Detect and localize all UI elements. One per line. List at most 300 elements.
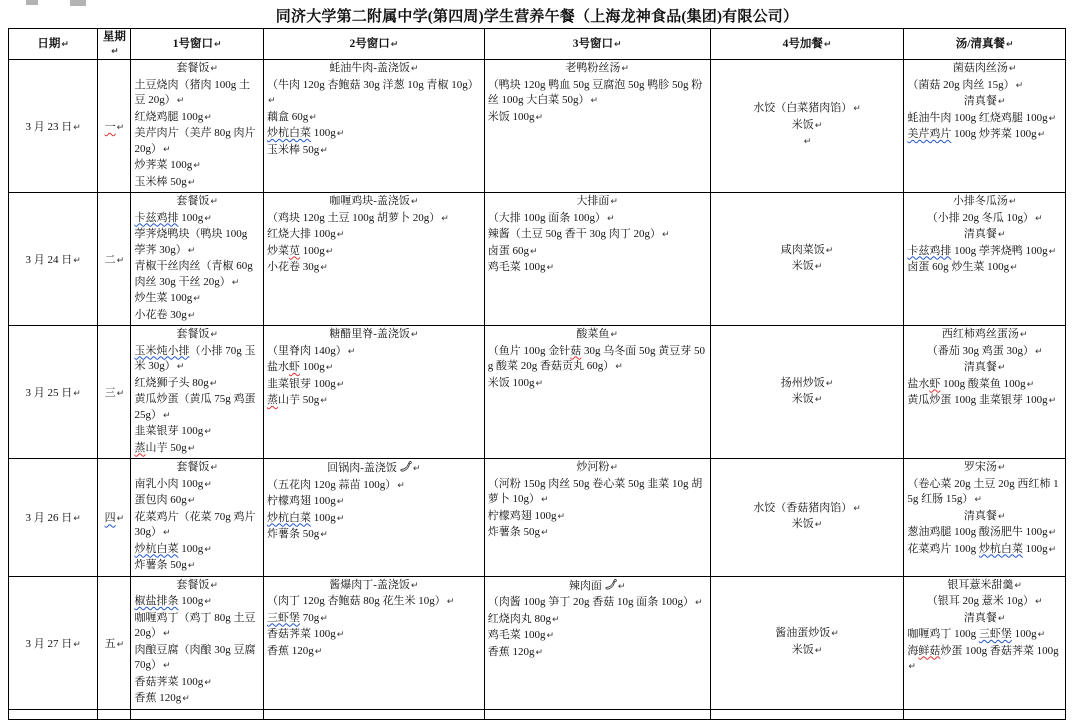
paragraph-return-icon: ↵ bbox=[441, 213, 449, 224]
date-label: 3 月 27 日 bbox=[25, 637, 73, 650]
menu-line bbox=[267, 61, 481, 78]
menu-text: 小花卷 30g bbox=[134, 308, 187, 321]
paragraph-return-icon: ↵ bbox=[204, 479, 212, 490]
menu-line bbox=[267, 360, 481, 377]
menu-text: 套餐饭 bbox=[176, 461, 210, 473]
paragraph-return-icon: ↵ bbox=[1035, 213, 1043, 224]
paragraph-return-icon: ↵ bbox=[336, 513, 345, 524]
paragraph-return-icon: ↵ bbox=[1048, 246, 1057, 257]
paragraph-return-icon: ↵ bbox=[187, 310, 196, 321]
menu-line bbox=[134, 611, 260, 643]
menu-line bbox=[907, 594, 1062, 611]
paragraph-return-icon: ↵ bbox=[162, 528, 171, 538]
menu-line bbox=[267, 227, 481, 244]
menu-text: 黄瓜炒蛋 100g 韭菜银芽 100g bbox=[907, 394, 1048, 406]
menu-cell-window2[interactable] bbox=[263, 60, 484, 193]
menu-text: 米饭 bbox=[791, 518, 814, 531]
paragraph-return-icon: ↵ bbox=[1008, 197, 1017, 207]
menu-line bbox=[134, 441, 260, 458]
paragraph-return-icon: ↵ bbox=[209, 378, 218, 389]
menu-line bbox=[488, 460, 707, 477]
paragraph-return-icon: ↵ bbox=[814, 120, 823, 131]
menu-line bbox=[134, 259, 260, 291]
menu-cell-soup-halal[interactable] bbox=[904, 459, 1066, 577]
header-label: 1号窗口 bbox=[172, 37, 214, 50]
chili-icon bbox=[604, 578, 617, 591]
menu-text: 100g bbox=[310, 511, 336, 524]
menu-cell-window2[interactable] bbox=[263, 193, 484, 326]
paragraph-return-icon: ↵ bbox=[1010, 263, 1018, 273]
menu-text: 青椒干丝肉丝（青椒 60g 肉丝 30g 干丝 20g） bbox=[134, 260, 253, 288]
paragraph-return-icon: ↵ bbox=[1048, 113, 1057, 124]
paragraph-return-icon: ↵ bbox=[204, 677, 212, 688]
col-header-date[interactable] bbox=[9, 29, 98, 60]
menu-cell-window1[interactable] bbox=[131, 459, 264, 577]
weekday-cell[interactable] bbox=[98, 326, 131, 459]
menu-text: 扬州炒饭 bbox=[780, 376, 825, 389]
menu-text: （银耳 20g 薏米 10g） bbox=[926, 595, 1035, 607]
paragraph-return-icon: ↵ bbox=[1048, 396, 1057, 406]
menu-text: 大排面 bbox=[576, 195, 610, 207]
menu-line bbox=[714, 243, 901, 260]
menu-text: 玉米棒 50g bbox=[134, 175, 187, 188]
paragraph-return-icon: ↵ bbox=[814, 520, 823, 531]
date-cell[interactable] bbox=[9, 576, 98, 709]
paragraph-return-icon: ↵ bbox=[695, 598, 703, 608]
menu-text: 韭菜银芽 100g bbox=[134, 425, 204, 437]
weekday-label: 三 bbox=[104, 387, 116, 399]
menu-line bbox=[907, 377, 1062, 394]
header-label: 汤/清真餐 bbox=[955, 37, 1005, 50]
header-label: 日期 bbox=[37, 37, 61, 50]
menu-text: 100g bbox=[299, 244, 325, 257]
menu-text: 清真餐 bbox=[963, 228, 997, 240]
menu-text: 炸薯条 50g bbox=[134, 559, 187, 571]
paragraph-return-icon: ↵ bbox=[187, 561, 196, 571]
menu-text: 米饭 bbox=[791, 643, 814, 656]
menu-text: 卤蛋 60g bbox=[487, 244, 530, 257]
menu-line bbox=[267, 594, 481, 611]
menu-line bbox=[267, 327, 481, 344]
menu-line bbox=[488, 344, 707, 376]
menu-text: 小花卷 30g bbox=[266, 261, 320, 273]
paragraph-return-icon: ↵ bbox=[814, 262, 823, 272]
menu-text: 100g bbox=[178, 595, 204, 607]
menu-text: 鲜菇 bbox=[918, 644, 941, 657]
menu-cell-window4-extra[interactable] bbox=[710, 60, 904, 193]
menu-line bbox=[267, 344, 481, 361]
date-cell[interactable] bbox=[9, 193, 98, 326]
paragraph-return-icon: ↵ bbox=[410, 330, 419, 340]
menu-line bbox=[134, 227, 260, 259]
menu-line bbox=[267, 110, 481, 127]
empty-cell bbox=[98, 709, 131, 719]
menu-text: 虾 bbox=[288, 361, 300, 373]
col-header-window3[interactable] bbox=[484, 29, 710, 60]
menu-text: 100g 炒荠菜 100g bbox=[951, 128, 1037, 140]
paragraph-return-icon: ↵ bbox=[336, 497, 345, 507]
menu-line bbox=[907, 61, 1062, 78]
col-header-window1[interactable] bbox=[131, 29, 264, 60]
paragraph-return-icon: ↵ bbox=[320, 613, 328, 624]
menu-text: （牛肉 120g 杏鲍菇 30g 洋葱 10g 青椒 10g） bbox=[266, 78, 479, 91]
paragraph-return-icon: ↵ bbox=[193, 161, 201, 171]
menu-text: 肉酿豆腐（肉酿 30g 豆腐 70g） bbox=[134, 643, 256, 671]
menu-line bbox=[488, 628, 707, 645]
menu-text: （鸭块 120g 鸭血 50g 豆腐泡 50g 鸭胗 50g 粉丝 100g 大白菜 50g） bbox=[487, 78, 703, 106]
menu-line bbox=[134, 194, 260, 211]
menu-line bbox=[907, 460, 1062, 477]
date-label: 3 月 23 日 bbox=[25, 121, 73, 133]
menu-text: 柠檬鸡翅 100g bbox=[266, 495, 336, 507]
paragraph-return-icon: ↵ bbox=[325, 246, 334, 257]
paragraph-return-icon: ↵ bbox=[210, 197, 218, 207]
chili-icon bbox=[399, 460, 412, 473]
menu-cell-window4-extra[interactable] bbox=[710, 193, 904, 326]
menu-text: 花菜鸡片（花菜 70g 鸡片 30g） bbox=[134, 510, 256, 538]
paragraph-return-icon: ↵ bbox=[535, 378, 544, 389]
paragraph-return-icon: ↵ bbox=[162, 410, 171, 421]
paragraph-return-icon: ↵ bbox=[557, 511, 566, 522]
menu-line bbox=[267, 644, 481, 661]
menu-line bbox=[488, 595, 707, 612]
paragraph-return-icon: ↵ bbox=[116, 389, 125, 399]
paragraph-return-icon: ↵ bbox=[116, 123, 125, 133]
menu-line bbox=[134, 376, 260, 393]
menu-line bbox=[907, 477, 1062, 509]
menu-cell-window4-extra[interactable] bbox=[710, 576, 904, 709]
menu-text: 套餐饭 bbox=[176, 578, 210, 591]
menu-cell-window3[interactable] bbox=[484, 576, 710, 709]
paragraph-return-icon: ↵ bbox=[621, 64, 629, 74]
menu-text: 炒杭白菜 bbox=[266, 127, 311, 139]
menu-text: 柠檬鸡翅 100g bbox=[487, 509, 557, 522]
menu-cell-window3[interactable] bbox=[484, 459, 710, 577]
header-row bbox=[9, 29, 1066, 60]
menu-text: 炒生菜 100g bbox=[134, 292, 193, 304]
menu-line bbox=[907, 611, 1062, 628]
menu-text: 炒河粉 bbox=[576, 461, 610, 473]
col-header-weekday[interactable] bbox=[98, 29, 131, 60]
menu-text: 荸荠烧鸭块（鸭块 100g 荸荠 30g） bbox=[134, 228, 248, 256]
menu-text: （菌菇 20g 肉丝 15g） bbox=[907, 78, 1015, 91]
menu-row bbox=[9, 60, 1066, 193]
menu-line bbox=[134, 61, 260, 78]
menu-text: 清真餐 bbox=[963, 611, 997, 624]
date-label: 3 月 25 日 bbox=[25, 387, 73, 399]
col-header-window2[interactable] bbox=[263, 29, 484, 60]
menu-line bbox=[134, 578, 260, 595]
menu-text: 葱油鸡腿 100g 酸汤肥牛 100g bbox=[907, 526, 1048, 538]
menu-text: 炒菜 bbox=[266, 244, 289, 257]
paragraph-return-icon: ↵ bbox=[336, 630, 345, 640]
paragraph-return-icon: ↵ bbox=[1035, 597, 1043, 607]
menu-cell-soup-halal[interactable] bbox=[904, 326, 1066, 459]
menu-line bbox=[714, 376, 901, 393]
header-label: 4号加餐 bbox=[782, 37, 823, 50]
menu-text: 藕盒 60g bbox=[266, 110, 309, 123]
menu-text: 菇 bbox=[570, 344, 582, 357]
menu-row bbox=[9, 459, 1066, 577]
empty-cell bbox=[263, 709, 484, 719]
col-header-soup-halal[interactable] bbox=[904, 29, 1066, 60]
menu-text: 红烧鸡腿 100g bbox=[134, 110, 204, 123]
menu-line bbox=[134, 126, 260, 158]
menu-line bbox=[714, 626, 901, 643]
menu-text: 香蕉 120g bbox=[134, 692, 182, 704]
menu-text: 咸肉菜饭 bbox=[780, 243, 825, 256]
paragraph-return-icon: ↵ bbox=[1014, 580, 1022, 591]
menu-text: 炒荠菜 100g bbox=[134, 159, 193, 171]
menu-line bbox=[907, 327, 1062, 344]
menu-text: 回锅肉-盖浇饭 bbox=[327, 462, 397, 474]
menu-cell-window1[interactable] bbox=[131, 326, 264, 459]
paragraph-return-icon: ↵ bbox=[853, 104, 861, 115]
menu-line bbox=[907, 78, 1062, 95]
paragraph-return-icon: ↵ bbox=[530, 246, 538, 257]
menu-text: 套餐饭 bbox=[176, 62, 210, 74]
paragraph-return-icon: ↵ bbox=[662, 230, 670, 240]
paragraph-return-icon: ↵ bbox=[210, 463, 218, 473]
menu-text: 蚝油牛肉 100g 红烧鸡腿 100g bbox=[907, 111, 1048, 124]
menu-text: 炒杭白菜 bbox=[266, 511, 311, 524]
paragraph-return-icon: ↵ bbox=[214, 39, 222, 50]
menu-text: 清真餐 bbox=[963, 95, 997, 107]
paragraph-return-icon: ↵ bbox=[187, 245, 196, 256]
paragraph-return-icon: ↵ bbox=[410, 64, 419, 74]
menu-line bbox=[134, 691, 260, 708]
date-cell[interactable] bbox=[9, 326, 98, 459]
menu-text: 菌菇肉丝汤 bbox=[952, 62, 1008, 74]
menu-text: 美芹肉片（美芹 80g 肉片 20g） bbox=[134, 127, 256, 155]
paragraph-return-icon: ↵ bbox=[336, 230, 345, 240]
paragraph-return-icon: ↵ bbox=[997, 230, 1006, 240]
menu-line bbox=[267, 244, 481, 261]
menu-text: 米饭 100g bbox=[487, 376, 535, 389]
paragraph-return-icon: ↵ bbox=[111, 46, 119, 57]
menu-text: 花菜鸡片 100g bbox=[907, 542, 979, 555]
col-header-window4-extra[interactable] bbox=[710, 29, 904, 60]
paragraph-return-icon: ↵ bbox=[176, 96, 185, 106]
paragraph-return-icon: ↵ bbox=[182, 694, 190, 704]
weekday-cell[interactable] bbox=[98, 60, 131, 193]
paragraph-return-icon: ↵ bbox=[615, 362, 623, 372]
menu-line bbox=[907, 111, 1062, 128]
menu-text: 米饭 bbox=[791, 393, 814, 405]
menu-line bbox=[134, 327, 260, 344]
date-cell[interactable] bbox=[9, 60, 98, 193]
menu-cell-window4-extra[interactable] bbox=[710, 326, 904, 459]
menu-text: （鸡块 120g 土豆 100g 胡萝卜 20g） bbox=[266, 211, 441, 224]
menu-line bbox=[488, 78, 707, 110]
menu-line bbox=[267, 143, 481, 160]
menu-line bbox=[267, 494, 481, 511]
menu-text: 西红柿鸡丝蛋汤 bbox=[941, 328, 1019, 340]
paragraph-return-icon: ↵ bbox=[617, 581, 626, 592]
menu-text: 三虾堡 bbox=[266, 611, 300, 624]
menu-cell-window3[interactable] bbox=[484, 193, 710, 326]
menu-text: 虾 bbox=[929, 377, 941, 390]
menu-text: 红烧狮子头 80g bbox=[134, 376, 209, 389]
menu-text: 辣酱（土豆 50g 香干 30g 肉丁 20g） bbox=[487, 228, 662, 240]
menu-text: 酱油蛋炒饭 bbox=[775, 627, 831, 639]
menu-line bbox=[488, 327, 707, 344]
menu-line bbox=[907, 578, 1062, 595]
menu-text: 糖醋里脊-盖浇饭 bbox=[329, 328, 410, 340]
paragraph-return-icon: ↵ bbox=[410, 197, 419, 207]
menu-line bbox=[714, 118, 901, 135]
menu-cell-window3[interactable] bbox=[484, 60, 710, 193]
menu-text: 100g bbox=[310, 127, 336, 139]
menu-line bbox=[134, 308, 260, 325]
menu-line bbox=[134, 78, 260, 110]
menu-text: 韭菜银芽 100g bbox=[266, 377, 336, 390]
document-title[interactable]: 同济大学第二附属中学(第四周)学生营养午餐（上海龙神食品(集团)有限公司） bbox=[275, 9, 799, 25]
paragraph-return-icon: ↵ bbox=[825, 245, 834, 256]
menu-line bbox=[488, 260, 707, 277]
empty-bottom-row bbox=[9, 709, 1066, 719]
menu-line bbox=[134, 392, 260, 424]
paragraph-return-icon: ↵ bbox=[320, 530, 328, 540]
menu-line bbox=[134, 510, 260, 542]
paragraph-return-icon: ↵ bbox=[997, 463, 1006, 473]
menu-line bbox=[714, 501, 901, 518]
menu-line bbox=[907, 360, 1062, 377]
menu-line bbox=[907, 227, 1062, 244]
menu-cell-window4-extra[interactable] bbox=[710, 459, 904, 577]
menu-line bbox=[267, 393, 481, 410]
menu-text: 100g bbox=[1022, 542, 1048, 555]
menu-text: 海 bbox=[907, 644, 919, 657]
menu-text: （大排 100g 面条 100g） bbox=[487, 211, 607, 224]
date-label: 3 月 24 日 bbox=[25, 254, 73, 266]
menu-text: 蒸 bbox=[134, 441, 146, 454]
paragraph-return-icon: ↵ bbox=[997, 363, 1006, 373]
paragraph-return-icon: ↵ bbox=[546, 263, 555, 273]
menu-line bbox=[134, 110, 260, 127]
paragraph-return-icon: ↵ bbox=[116, 514, 125, 525]
paragraph-return-icon: ↵ bbox=[73, 639, 81, 650]
paragraph-return-icon: ↵ bbox=[204, 213, 212, 224]
weekday-cell[interactable] bbox=[98, 459, 131, 577]
paragraph-return-icon: ↵ bbox=[116, 639, 125, 650]
menu-cell-window2[interactable] bbox=[263, 459, 484, 577]
menu-text: 罗宋汤 bbox=[963, 461, 997, 473]
menu-text: 蛋包肉 60g bbox=[134, 494, 187, 506]
menu-cell-window3[interactable] bbox=[484, 326, 710, 459]
menu-text: 香蕉 120g bbox=[487, 645, 535, 658]
menu-text: 100g 酸菜鱼 100g bbox=[940, 377, 1026, 390]
menu-table bbox=[8, 28, 1066, 720]
paragraph-return-icon: ↵ bbox=[1048, 544, 1057, 555]
menu-cell-window1[interactable] bbox=[131, 576, 264, 709]
menu-line bbox=[488, 645, 707, 662]
menu-line bbox=[267, 211, 481, 228]
menu-line bbox=[267, 511, 481, 528]
paragraph-return-icon: ↵ bbox=[204, 112, 212, 123]
paragraph-return-icon: ↵ bbox=[1015, 80, 1024, 91]
empty-cell bbox=[9, 709, 98, 719]
weekday-label: 四 bbox=[104, 512, 116, 525]
menu-line bbox=[488, 578, 707, 596]
paragraph-return-icon: ↵ bbox=[997, 97, 1006, 107]
weekday-cell[interactable] bbox=[98, 193, 131, 326]
paragraph-return-icon: ↵ bbox=[908, 662, 916, 672]
menu-line bbox=[267, 194, 481, 211]
menu-cell-window1[interactable] bbox=[131, 193, 264, 326]
menu-line bbox=[134, 594, 260, 611]
weekday-cell[interactable] bbox=[98, 576, 131, 709]
menu-line bbox=[267, 527, 481, 544]
paragraph-return-icon: ↵ bbox=[210, 580, 218, 591]
menu-cell-window2[interactable] bbox=[263, 576, 484, 709]
paragraph-return-icon: ↵ bbox=[1006, 39, 1014, 50]
paragraph-return-icon: ↵ bbox=[61, 39, 69, 50]
menu-text: （肉酱 100g 笋丁 20g 香菇 10g 面条 100g） bbox=[487, 596, 695, 608]
menu-line bbox=[714, 643, 901, 660]
menu-text: 黄瓜炒蛋（黄瓜 75g 鸡蛋 25g） bbox=[134, 393, 256, 421]
menu-line bbox=[488, 612, 707, 629]
menu-line bbox=[134, 291, 260, 308]
menu-line bbox=[488, 194, 707, 211]
menu-line bbox=[907, 244, 1062, 261]
menu-line bbox=[134, 542, 260, 559]
menu-line bbox=[714, 101, 901, 118]
header-label: 3号窗口 bbox=[572, 37, 614, 50]
empty-cell bbox=[904, 709, 1066, 719]
menu-text: 炸薯条 50g bbox=[487, 526, 541, 538]
menu-text: 卡兹鸡排 bbox=[907, 244, 952, 257]
paragraph-return-icon: ↵ bbox=[73, 256, 81, 266]
menu-cell-window2[interactable] bbox=[263, 326, 484, 459]
date-cell[interactable] bbox=[9, 459, 98, 577]
menu-cell-soup-halal[interactable] bbox=[904, 576, 1066, 709]
menu-text: （鱼片 100g 金针 bbox=[487, 344, 571, 357]
paragraph-return-icon: ↵ bbox=[412, 464, 421, 474]
paragraph-return-icon: ↵ bbox=[1008, 64, 1017, 74]
menu-line bbox=[267, 260, 481, 277]
menu-line bbox=[488, 110, 707, 127]
paragraph-return-icon: ↵ bbox=[73, 389, 81, 399]
menu-text: 咖喱鸡块-盖浇饭 bbox=[329, 195, 410, 207]
menu-cell-soup-halal[interactable] bbox=[904, 193, 1066, 326]
paragraph-return-icon: ↵ bbox=[204, 544, 212, 555]
paragraph-return-icon: ↵ bbox=[814, 645, 823, 656]
menu-text: 套餐饭 bbox=[176, 328, 210, 340]
menu-text: 山芋 50g bbox=[145, 441, 187, 454]
paragraph-return-icon: ↵ bbox=[610, 330, 618, 340]
paragraph-return-icon: ↵ bbox=[204, 597, 212, 607]
paragraph-return-icon: ↵ bbox=[541, 495, 549, 505]
menu-line bbox=[907, 211, 1062, 228]
paragraph-return-icon: ↵ bbox=[267, 96, 276, 106]
paragraph-return-icon: ↵ bbox=[853, 503, 861, 514]
weekday-label: 五 bbox=[104, 637, 116, 650]
paragraph-return-icon: ↵ bbox=[116, 256, 125, 266]
menu-text: 鸡毛菜 100g bbox=[487, 629, 546, 641]
menu-text: 酸菜鱼 bbox=[576, 328, 610, 340]
menu-text: 红烧肉丸 80g bbox=[487, 612, 552, 625]
paragraph-return-icon: ↵ bbox=[610, 197, 618, 207]
menu-line bbox=[134, 460, 260, 477]
menu-text: 山芋 50g bbox=[277, 394, 320, 406]
menu-text: 盐水 bbox=[266, 361, 289, 373]
menu-line bbox=[907, 525, 1062, 542]
paragraph-return-icon: ↵ bbox=[546, 631, 555, 641]
menu-cell-soup-halal[interactable] bbox=[904, 60, 1066, 193]
menu-cell-window1[interactable] bbox=[131, 60, 264, 193]
menu-text: 土豆烧肉（猪肉 100g 土豆 20g） bbox=[134, 78, 250, 106]
